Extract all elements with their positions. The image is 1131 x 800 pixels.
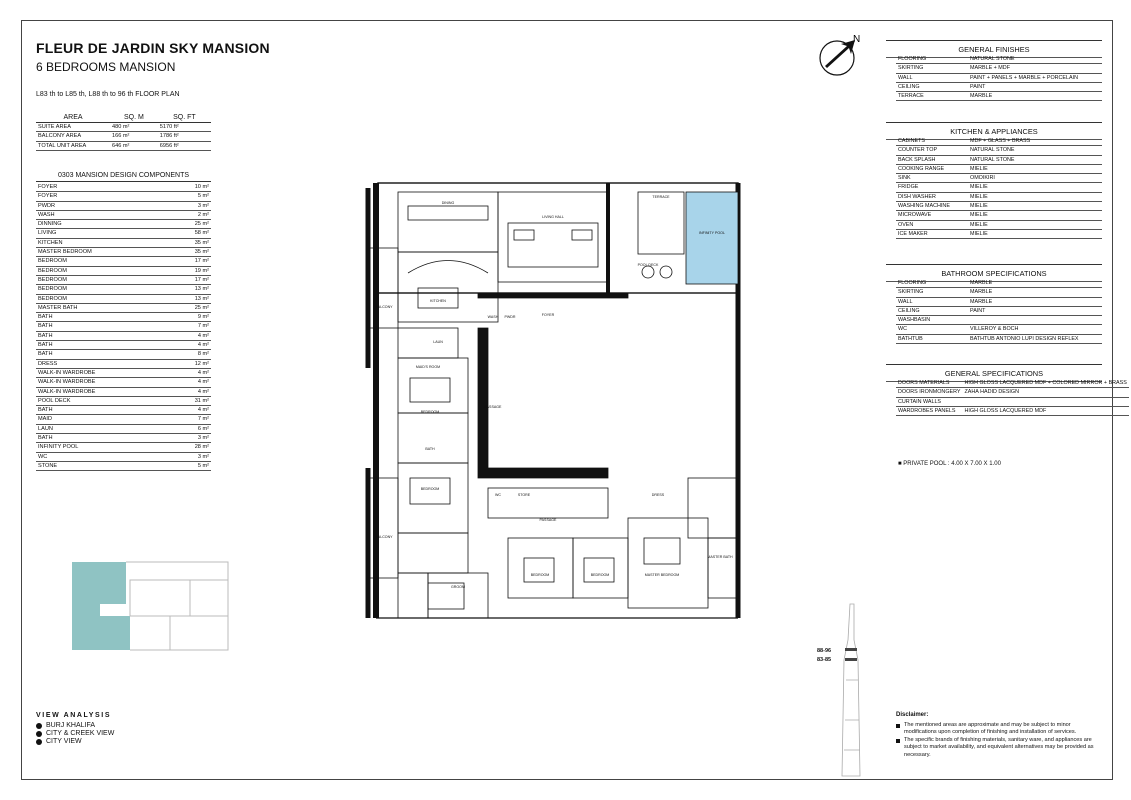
table-row <box>36 285 211 294</box>
cell: 10 m² <box>171 183 211 192</box>
cell: SKIRTING <box>896 64 968 73</box>
label-maid: MAID'S ROOM <box>415 365 441 369</box>
disclaimer <box>896 712 1096 760</box>
tower-elevation <box>820 600 870 780</box>
cell: SUITE AREA <box>36 123 110 132</box>
cell: WARDROBES PANELS <box>896 406 963 415</box>
cell: BEDROOM <box>36 294 171 303</box>
cell: 25 m² <box>171 220 211 229</box>
label-pool: INFINITY POOL <box>699 231 725 235</box>
cell: WALL <box>896 73 968 82</box>
cell: 5 m² <box>171 192 211 201</box>
table-row <box>896 379 1129 388</box>
cell: NATURAL STONE <box>968 146 1102 155</box>
cell: WASHING MACHINE <box>896 202 968 211</box>
label-bedroom-4: BEDROOM <box>590 573 610 577</box>
cell: 6 m² <box>171 424 211 433</box>
cell: MARBLE + MDF <box>968 64 1102 73</box>
disclaimer-title: Disclaimer: <box>896 712 929 718</box>
cell: FLOORING <box>896 279 968 288</box>
table-row <box>36 248 211 257</box>
table-row <box>36 123 211 132</box>
cell: 25 m² <box>171 303 211 312</box>
cell: FLOORING <box>896 55 968 64</box>
cell: CURTAIN WALLS <box>896 397 963 406</box>
disclaimer-text: The specific brands of finishing materials, sanitary ware, and appliances are subject to market availability, and equivalent alternatives may be provided as necessary. <box>904 736 1094 758</box>
table-row <box>896 155 1102 164</box>
cell: COOKING RANGE <box>896 164 968 173</box>
cell: DOORS IRONMONGERY <box>898 389 961 396</box>
table-row <box>896 164 1102 173</box>
table-row <box>896 388 1129 397</box>
cell: 17 m² <box>171 257 211 266</box>
cell: WALK-IN WARDROBE <box>36 387 171 396</box>
table-row <box>896 64 1102 73</box>
cell: MIELIE <box>968 220 1102 229</box>
components-table <box>36 183 211 471</box>
table-row <box>36 406 211 415</box>
table-row <box>896 211 1102 220</box>
cell: 7 m² <box>171 322 211 331</box>
cell: HIGH GLOSS LACQUERED MDF + COLORED MIRROR + BRASS <box>964 380 1127 386</box>
table-row <box>896 192 1102 201</box>
cell: MIELIE <box>968 229 1102 238</box>
table-row <box>896 146 1102 155</box>
view-analysis <box>36 712 114 746</box>
bullet-icon <box>896 724 900 728</box>
cell: WASHBASIN <box>896 316 968 325</box>
view-analysis-title: VIEW ANALYSIS <box>36 712 112 719</box>
cell: PAINT <box>968 306 1102 315</box>
table-row <box>36 275 211 284</box>
cell: WALK-IN WARDROBE <box>36 368 171 377</box>
key-plan <box>70 560 230 652</box>
cell: TERRACE <box>896 92 968 101</box>
floor-plan <box>348 178 750 630</box>
cell: BATHTUB <box>896 334 968 343</box>
cell: CEILING <box>896 82 968 91</box>
cell: 5170 ft² <box>158 123 211 132</box>
cell: POOL DECK <box>36 396 171 405</box>
cell: BATHTUB ANTONIO LUPI DESIGN REFLEX <box>968 334 1102 343</box>
page-subtitle: 6 BEDROOMS MANSION <box>36 60 176 74</box>
table-row <box>36 387 211 396</box>
table-row <box>36 331 211 340</box>
cell: BEDROOM <box>36 285 171 294</box>
cell: BEDROOM <box>36 275 171 284</box>
cell: 8 m² <box>171 350 211 359</box>
table-row <box>896 55 1102 64</box>
cell: 4 m² <box>171 406 211 415</box>
cell: 4 m² <box>171 331 211 340</box>
bullet-icon <box>36 723 42 729</box>
label-pwdr: PWDR <box>504 315 516 319</box>
cell <box>963 397 1129 406</box>
label-wash: WASH <box>487 315 499 319</box>
cell: MICROWAVE <box>896 211 968 220</box>
cell: 4 m² <box>171 387 211 396</box>
cell: WC <box>36 452 171 461</box>
col-area: AREA <box>36 112 110 123</box>
cell: LAUN <box>36 424 171 433</box>
table-row <box>896 202 1102 211</box>
cell: MAID <box>36 415 171 424</box>
table-row <box>36 210 211 219</box>
cell: ZAHA HADID DESIGN <box>963 388 1129 397</box>
table-row <box>36 313 211 322</box>
cell: 1786 ft² <box>158 132 211 141</box>
label-store: STORE <box>517 493 531 497</box>
cell: MDF + GLASS + BRASS <box>968 137 1102 146</box>
tower-level-low: 83-85 <box>817 657 832 663</box>
cell: 3 m² <box>171 201 211 210</box>
table-row <box>896 334 1102 343</box>
kitchen-table <box>896 137 1102 239</box>
cell: PAINT <box>968 82 1102 91</box>
cell: WC <box>896 325 968 334</box>
table-row <box>36 294 211 303</box>
cell: 17 m² <box>171 275 211 284</box>
cell: BACK SPLASH <box>896 155 968 164</box>
table-row <box>36 183 211 192</box>
cell: WASH <box>36 210 171 219</box>
list-item <box>896 737 1096 760</box>
cell: 480 m² <box>110 123 158 132</box>
cell: 166 m² <box>110 132 158 141</box>
table-row <box>896 279 1102 288</box>
label-passage-2: PASSAGE <box>539 518 557 522</box>
label-dining: DINING <box>441 201 455 205</box>
view-item: BURJ KHALIFA <box>46 722 96 729</box>
table-row <box>36 396 211 405</box>
table-row <box>896 82 1102 91</box>
table-row <box>36 368 211 377</box>
cell: 3 m² <box>171 452 211 461</box>
label-master-bath: MASTER BATH <box>707 555 733 559</box>
components-title: 0303 MANSION DESIGN COMPONENTS <box>36 172 211 182</box>
cell: BEDROOM <box>36 266 171 275</box>
table-row <box>36 266 211 275</box>
table-row <box>896 174 1102 183</box>
list-item <box>36 738 114 745</box>
cell: MIELIE <box>968 202 1102 211</box>
table-row <box>36 452 211 461</box>
table-row <box>36 461 211 470</box>
table-row <box>36 424 211 433</box>
disclaimer-text: The mentioned areas are approximate and may be subject to minor modifications upon completion of finishing and installation of services. <box>904 721 1077 736</box>
bullet-icon <box>36 739 42 745</box>
col-sqft: SQ. FT <box>158 112 211 123</box>
pool-note: ■ PRIVATE POOL : 4.00 X 7.00 X 1.00 <box>898 461 1001 467</box>
cell: ICE MAKER <box>896 229 968 238</box>
cell: CEILING <box>896 306 968 315</box>
cell: 4 m² <box>171 378 211 387</box>
cell: VILLEROY & BOCH <box>968 325 1102 334</box>
table-row <box>36 378 211 387</box>
cell: NATURAL STONE <box>968 155 1102 164</box>
table-row <box>896 316 1102 325</box>
compass-label: N <box>853 34 861 45</box>
general-specs-title: GENERAL SPECIFICATIONS <box>886 364 1102 382</box>
cell: 13 m² <box>171 294 211 303</box>
cell: MASTER BEDROOM <box>36 248 171 257</box>
cell: MARBLE <box>968 92 1102 101</box>
cell: BATH <box>36 406 171 415</box>
cell: 58 m² <box>171 229 211 238</box>
cell: DINNING <box>36 220 171 229</box>
cell: SINK <box>896 174 968 183</box>
cell: BATH <box>36 341 171 350</box>
label-master-bedroom: MASTER BEDROOM <box>644 573 680 577</box>
label-pool-deck: POOL DECK <box>637 263 659 267</box>
table-row <box>896 229 1102 238</box>
cell: COUNTER TOP <box>896 146 968 155</box>
cell: BALCONY AREA <box>36 132 110 141</box>
table-row <box>36 359 211 368</box>
cell <box>968 316 1102 325</box>
cell: 6956 ft² <box>158 141 211 150</box>
table-row <box>36 322 211 331</box>
table-row <box>896 137 1102 146</box>
label-bedroom-2: BEDROOM <box>420 487 440 491</box>
cell: LIVING <box>36 229 171 238</box>
cell: BATH <box>36 331 171 340</box>
label-foyer: FOYER <box>541 313 555 317</box>
cell: 31 m² <box>171 396 211 405</box>
table-row <box>896 306 1102 315</box>
table-row <box>36 257 211 266</box>
label-terrace: TERRACE <box>652 195 670 199</box>
label-bedroom-1: BEDROOM <box>420 410 440 414</box>
table-row <box>896 288 1102 297</box>
label-groom: GROOM <box>451 585 465 589</box>
kitchen-title: KITCHEN & APPLIANCES <box>886 122 1102 140</box>
cell: 13 m² <box>171 285 211 294</box>
bathroom-title: BATHROOM SPECIFICATIONS <box>886 264 1102 282</box>
col-sqm: SQ. M <box>110 112 158 123</box>
table-row <box>36 201 211 210</box>
table-row <box>896 406 1129 415</box>
table-row <box>36 434 211 443</box>
cell: 28 m² <box>171 443 211 452</box>
floor-levels: L83 th to L85 th, L88 th to 96 th FLOOR PLAN <box>36 91 180 98</box>
table-row <box>896 183 1102 192</box>
cell: 9 m² <box>171 313 211 322</box>
cell: SKIRTING <box>896 288 968 297</box>
cell: 2 m² <box>171 210 211 219</box>
view-item: CITY & CREEK VIEW <box>46 730 115 737</box>
cell: INFINITY POOL <box>36 443 171 452</box>
table-row <box>36 415 211 424</box>
cell: 35 m² <box>171 238 211 247</box>
cell: 3 m² <box>171 434 211 443</box>
cell: OVEN <box>896 220 968 229</box>
cell: KITCHEN <box>36 238 171 247</box>
cell: 4 m² <box>171 368 211 377</box>
cell: MIELIE <box>968 164 1102 173</box>
cell: OMOIKIRI <box>968 174 1102 183</box>
cell: MIELIE <box>968 211 1102 220</box>
table-row <box>36 350 211 359</box>
cell: FOYER <box>36 192 171 201</box>
table-row <box>36 303 211 312</box>
label-balcony-2: BALCONY <box>375 535 393 539</box>
label-passage-1: PASSAGE <box>484 405 502 409</box>
cell: MARBLE <box>968 288 1102 297</box>
general-finishes-title: GENERAL FINISHES <box>886 40 1102 58</box>
cell: DISH WASHER <box>896 192 968 201</box>
cell: WALL <box>896 297 968 306</box>
label-bedroom-3: BEDROOM <box>530 573 550 577</box>
cell: BATH <box>36 313 171 322</box>
table-row <box>896 73 1102 82</box>
table-row <box>36 238 211 247</box>
general-specs-table <box>896 379 1129 416</box>
cell: 7 m² <box>171 415 211 424</box>
cell: STONE <box>36 461 171 470</box>
table-row <box>896 220 1102 229</box>
list-item <box>36 722 114 729</box>
cell: BATH <box>36 322 171 331</box>
label-balcony-1: BALCONY <box>375 305 393 309</box>
cell: BATH <box>36 434 171 443</box>
cell: 5 m² <box>171 461 211 470</box>
cell: MIELIE <box>968 192 1102 201</box>
list-item <box>36 730 114 737</box>
page-title: FLEUR DE JARDIN SKY MANSION <box>36 40 270 56</box>
label-kitchen: KITCHEN <box>430 299 446 303</box>
cell: HIGH GLOSS LACQUERED MDF <box>963 406 1129 415</box>
pool-note-text: PRIVATE POOL : 4.00 X 7.00 X 1.00 <box>903 461 1001 467</box>
cell: 35 m² <box>171 248 211 257</box>
bullet-icon <box>36 731 42 737</box>
label-laun: LAUN <box>433 340 443 344</box>
label-dress: DRESS <box>651 493 665 497</box>
list-item <box>896 722 1096 737</box>
cell: MIELIE <box>968 183 1102 192</box>
area-table <box>36 112 211 151</box>
bathroom-table <box>896 279 1102 344</box>
label-wc: WC <box>495 493 501 497</box>
label-bath-1: BATH <box>425 447 435 451</box>
cell: FRIDGE <box>896 183 968 192</box>
table-row <box>36 141 211 150</box>
tower-level-high: 88-96 <box>817 648 832 654</box>
table-row <box>896 397 1129 406</box>
cell: TOTAL UNIT AREA <box>36 141 110 150</box>
table-row <box>36 192 211 201</box>
cell: CABINETS <box>896 137 968 146</box>
cell: PAINT + PANELS + MARBLE + PORCELAIN <box>968 73 1102 82</box>
general-finishes-table <box>896 55 1102 101</box>
bullet-icon <box>896 739 900 743</box>
table-row <box>36 229 211 238</box>
label-living: LIVING HALL <box>542 215 564 219</box>
cell: 4 m² <box>171 341 211 350</box>
cell: DOORS MATERIALS <box>896 379 963 388</box>
cell: WALK-IN WARDROBE <box>36 378 171 387</box>
cell: BEDROOM <box>36 257 171 266</box>
cell: NATURAL STONE <box>968 55 1102 64</box>
table-row <box>896 92 1102 101</box>
cell: BATH <box>36 350 171 359</box>
cell: DRESS <box>36 359 171 368</box>
cell: 19 m² <box>171 266 211 275</box>
cell: 12 m² <box>171 359 211 368</box>
cell: MASTER BATH <box>36 303 171 312</box>
cell: MARBLE <box>968 279 1102 288</box>
table-row <box>896 297 1102 306</box>
cell: 646 m² <box>110 141 158 150</box>
table-row <box>36 443 211 452</box>
table-row <box>36 220 211 229</box>
cell: MARBLE <box>968 297 1102 306</box>
cell: PWDR <box>36 201 171 210</box>
table-row <box>36 132 211 141</box>
cell: FOYER <box>36 183 171 192</box>
view-item: CITY VIEW <box>46 738 82 745</box>
table-row <box>36 341 211 350</box>
north-arrow-icon <box>817 32 863 78</box>
table-row <box>896 325 1102 334</box>
